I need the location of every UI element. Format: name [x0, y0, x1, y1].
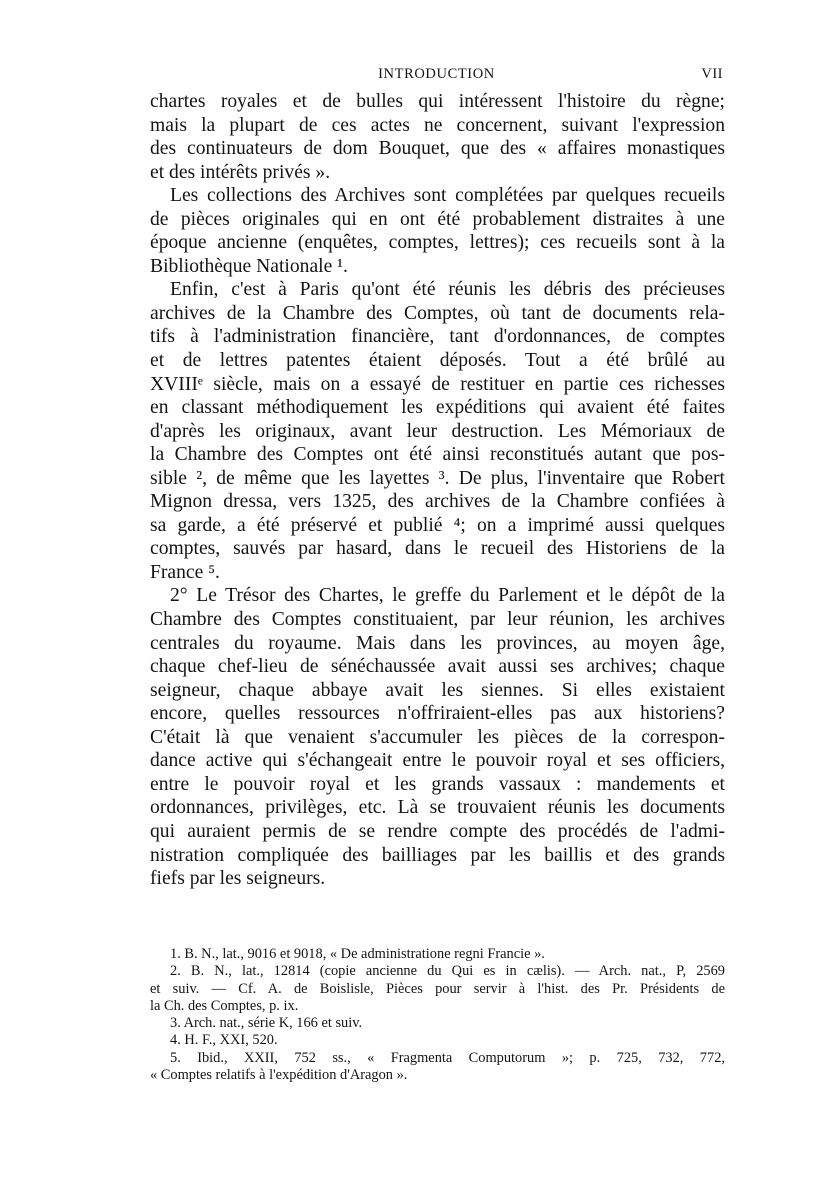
body-line: comptes, sauvés par hasard, dans le recueil des Historiens de la — [150, 538, 725, 560]
body-line: en classant méthodiquement les expéditions qui avaient été faites — [150, 397, 725, 419]
body-line: Les collections des Archives sont complétées par quelques recueils — [170, 185, 725, 207]
body-line: Mignon dressa, vers 1325, des archives de la Chambre confiées à — [150, 491, 725, 513]
body-line: 2° Le Trésor des Chartes, le greffe du Parlement et le dépôt de la — [170, 585, 725, 607]
body-line: encore, quelles ressources n'offriraient-elles pas aux historiens? — [150, 703, 725, 725]
footnote-line: 4. H. F., XXI, 520. — [170, 1032, 278, 1049]
body-line: sible ², de même que les layettes ³. De plus, l'inventaire que Robert — [150, 467, 725, 489]
page-number: VII — [701, 66, 723, 82]
footnote-line: 2. B. N., lat., 12814 (copie ancienne du Qui es in cælis). — Arch. nat., P, 2569 — [170, 963, 725, 980]
body-line: archives de la Chambre des Comptes, où tant de documents rela- — [150, 302, 725, 324]
body-line: et de lettres patentes étaient déposés. Tout a été brûlé au — [150, 350, 725, 372]
body-line: centrales du royaume. Mais dans les provinces, au moyen âge, — [150, 632, 725, 654]
body-line: et des intérêts privés ». — [150, 161, 331, 183]
footnote-line: « Comptes relatifs à l'expédition d'Aragon ». — [150, 1067, 408, 1084]
body-line: entre le pouvoir royal et les grands vassaux : mandements et — [150, 773, 725, 795]
footnote-line: 1. B. N., lat., 9016 et 9018, « De administratione regni Francie ». — [170, 946, 545, 962]
body-line: chaque chef-lieu de sénéchaussée avait aussi ses archives; chaque — [150, 656, 725, 678]
footnote-line: 5. Ibid., XXII, 752 ss., « Fragmenta Computorum »; p. 725, 732, 772, — [170, 1049, 725, 1066]
body-line: seigneur, chaque abbaye avait les siennes. Si elles existaient — [150, 679, 725, 701]
footnote-line: la Ch. des Comptes, p. ix. — [150, 997, 299, 1014]
body-line: Bibliothèque Nationale ¹. — [150, 255, 348, 277]
footnote-line: 3. Arch. nat., série K, 166 et suiv. — [170, 1015, 363, 1032]
body-line: époque ancienne (enquêtes, comptes, lettres); ces recueils sont à la — [150, 232, 725, 254]
body-line: XVIIIᵉ siècle, mais on a essayé de restituer en partie ces richesses — [150, 373, 725, 395]
body-line: fiefs par les seigneurs. — [150, 868, 326, 890]
body-line: France ⁵. — [150, 561, 220, 583]
body-line: tifs à l'administration financière, tant d'ordonnances, de comptes — [150, 326, 725, 348]
body-line: mais la plupart de ces actes ne concernent, suivant l'expression — [150, 114, 725, 136]
body-line: des continuateurs de dom Bouquet, que des « affaires monastiques — [150, 138, 725, 160]
body-line: d'après les originaux, avant leur destruction. Les Mémoriaux de — [150, 420, 725, 442]
running-head-title: INTRODUCTION — [378, 66, 495, 82]
body-line: de pièces originales qui en ont été probablement distraites à une — [150, 208, 725, 230]
running-head — [150, 66, 723, 86]
body-line: Enfin, c'est à Paris qu'ont été réunis les débris des précieuses — [170, 279, 725, 301]
body-text — [150, 90, 725, 891]
body-line: sa garde, a été préservé et publié ⁴; on a imprimé aussi quelques — [150, 514, 725, 536]
body-line: ordonnances, privilèges, etc. Là se trouvaient réunis les documents — [150, 797, 725, 819]
footnotes — [150, 946, 725, 1084]
body-line: qui auraient permis de se rendre compte des procédés de l'admi- — [150, 820, 725, 842]
body-line: C'était là que venaient s'accumuler les pièces de la correspon- — [150, 726, 725, 748]
body-line: dance active qui s'échangeait entre le pouvoir royal et ses officiers, — [150, 750, 725, 772]
body-line: nistration compliquée des bailliages par les baillis et des grands — [150, 844, 725, 866]
body-line: la Chambre des Comptes ont été ainsi reconstitués autant que pos- — [150, 444, 725, 466]
body-line: chartes royales et de bulles qui intéressent l'histoire du règne; — [150, 91, 725, 112]
footnote-line: et suiv. — Cf. A. de Boislisle, Pièces pour servir à l'hist. des Pr. Présidents de — [150, 980, 725, 997]
body-line: Chambre des Comptes constituaient, par leur réunion, les archives — [150, 609, 725, 631]
